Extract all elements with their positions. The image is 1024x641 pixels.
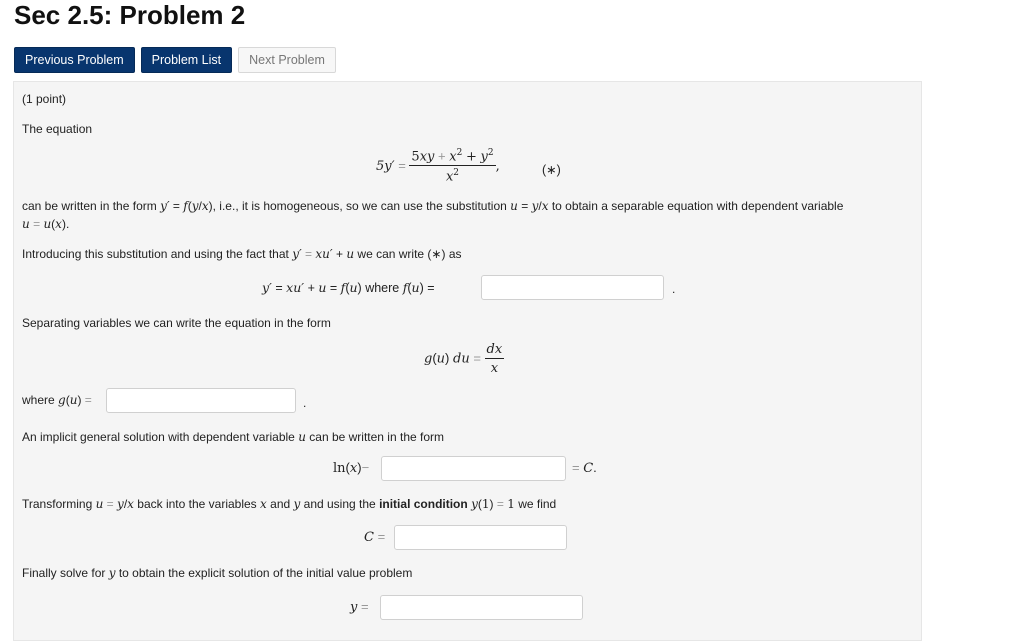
problem-nav [14, 47, 336, 73]
points-label: (1 point) [22, 92, 67, 106]
c-label: C = [364, 529, 386, 545]
previous-problem-button[interactable]: Previous Problem [14, 47, 135, 73]
c-input[interactable] [394, 525, 567, 550]
implicit-equation-right: = C. [572, 460, 597, 476]
f-u-input[interactable] [481, 275, 664, 300]
problem-panel [13, 81, 922, 641]
g-label: where g(u) = [22, 393, 92, 407]
main-equation: 5y′ = $\frac{5xy + x^2 + y^2}{x^2}$ , [376, 148, 500, 185]
g-period: . [303, 396, 307, 410]
implicit-equation-left: ln(x)− [333, 460, 370, 476]
next-problem-button: Next Problem [238, 47, 336, 73]
final-text: Finally solve for y to obtain the explicit solution of the initial value problem [22, 566, 413, 580]
intro-text: The equation [22, 122, 93, 136]
separate-text: Separating variables we can write the equation in the form [22, 316, 331, 330]
implicit-text: An implicit general solution with dependent variable u can be written in the form [22, 430, 444, 444]
dependent-variable-text: u = u(x). [22, 217, 70, 231]
f-equation: y′ = xu′ + u = f(u) where f(u) = [262, 280, 435, 295]
transform-text: Transforming u = y/x back into the variables x and y and using the initial condition y(1) = 1 we find [22, 497, 557, 511]
f-period: . [672, 282, 676, 296]
y-label: y = [350, 599, 369, 615]
separable-equation: g(u) du = $\frac{dx}{x}$ [424, 342, 503, 376]
substitution-text: Introducing this substitution and using the fact that y′ = xu′ + u we can write (∗) as [22, 247, 462, 261]
problem-list-button[interactable]: Problem List [141, 47, 232, 73]
equation-tag: (∗) [542, 163, 561, 177]
g-u-input[interactable] [106, 388, 296, 413]
y-input[interactable] [380, 595, 583, 620]
implicit-solution-input[interactable] [381, 456, 566, 481]
page-title: Sec 2.5: Problem 2 [14, 0, 246, 30]
homogeneous-text: can be written in the form y′ = f(y/x), i.e., it is homogeneous, so we can use the substitution u = y/x to obtain a separable equation with dependent variable [22, 199, 844, 213]
